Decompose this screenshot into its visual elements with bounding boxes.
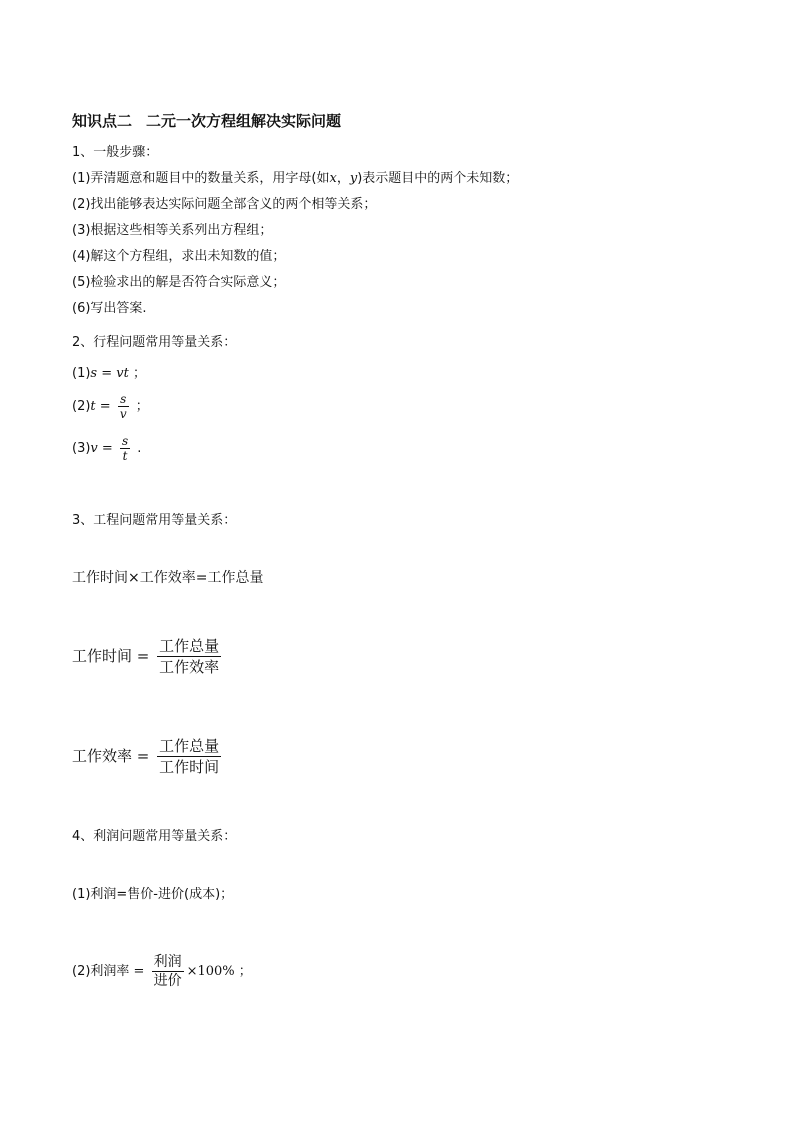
fraction: [157, 736, 221, 777]
fraction-numerator: 利润: [153, 954, 182, 970]
section-title: [72, 112, 341, 130]
formula-label: (2): [72, 399, 91, 414]
fraction: [152, 953, 184, 990]
formula-tail: ×100% ；: [186, 964, 252, 979]
fraction: [118, 392, 129, 421]
equals-sign: =: [97, 441, 117, 456]
var-y: y: [349, 171, 358, 186]
work-formula-2: [72, 736, 224, 777]
equals-sign: =: [95, 399, 115, 414]
section1-heading: 1、一般步骤：: [72, 145, 159, 160]
step-1-comma: ，: [336, 171, 350, 186]
formula-rhs: vt: [116, 366, 129, 381]
fraction-numerator: s: [121, 434, 129, 448]
fraction-denominator: t: [122, 449, 128, 463]
section3-heading: 3、工程问题常用等量关系：: [72, 513, 237, 528]
profit-formula-1: (1)利润=售价-进价(成本)；: [72, 887, 234, 902]
formula-end: ；: [128, 366, 146, 381]
fraction-denominator: 工作效率: [159, 658, 220, 676]
equals-sign: =: [132, 747, 155, 765]
work-formula-1: [72, 636, 224, 677]
fraction-denominator: 进价: [153, 973, 182, 989]
formula-label: (2)利润率: [72, 964, 130, 979]
title-part-2: 二元一次方程组解决实际问题: [146, 112, 342, 130]
fraction: [120, 434, 130, 463]
title-part-1: 知识点二: [72, 112, 133, 130]
step-2: (2)找出能够表达实际问题全部含义的两个相等关系；: [72, 197, 377, 212]
formula-end: .: [133, 441, 142, 456]
fraction-numerator: s: [120, 392, 127, 406]
fraction: [157, 636, 221, 677]
formula-label: (1): [72, 366, 91, 381]
fraction-denominator: 工作时间: [159, 758, 220, 776]
formula-lhs: t: [90, 399, 96, 414]
formula-end: ；: [131, 399, 149, 414]
fraction-numerator: 工作总量: [159, 637, 220, 655]
formula-lhs: 工作时间: [72, 647, 133, 665]
section2-heading: 2、行程问题常用等量关系：: [72, 335, 237, 350]
step-3: (3)根据这些相等关系列出方程组；: [72, 223, 273, 238]
formula-lhs: s: [90, 366, 98, 381]
step-1-text-b: )表示题目中的两个未知数；: [357, 171, 519, 186]
var-x: x: [329, 171, 337, 186]
fraction-denominator: v: [119, 407, 127, 421]
formula-label: (3): [72, 441, 91, 456]
travel-formula-1: [72, 365, 146, 383]
fraction-numerator: 工作总量: [159, 737, 220, 755]
step-1-text-a: (1)弄清题意和题目中的数量关系，用字母(如: [72, 171, 330, 186]
travel-formula-3: [72, 434, 141, 463]
equals-sign: =: [97, 366, 117, 381]
profit-formula-2: [72, 953, 252, 990]
work-relation: 工作时间×工作效率=工作总量: [72, 570, 264, 586]
step-4: (4)解这个方程组，求出未知数的值；: [72, 249, 286, 264]
formula-lhs: v: [90, 441, 98, 456]
step-1: [72, 170, 518, 188]
step-6: (6)写出答案.: [72, 301, 147, 316]
travel-formula-2: [72, 392, 149, 421]
equals-sign: =: [129, 964, 149, 979]
section4-heading: 4、利润问题常用等量关系：: [72, 829, 237, 844]
formula-lhs: 工作效率: [72, 747, 133, 765]
step-5: (5)检验求出的解是否符合实际意义；: [72, 275, 286, 290]
equals-sign: =: [132, 647, 155, 665]
